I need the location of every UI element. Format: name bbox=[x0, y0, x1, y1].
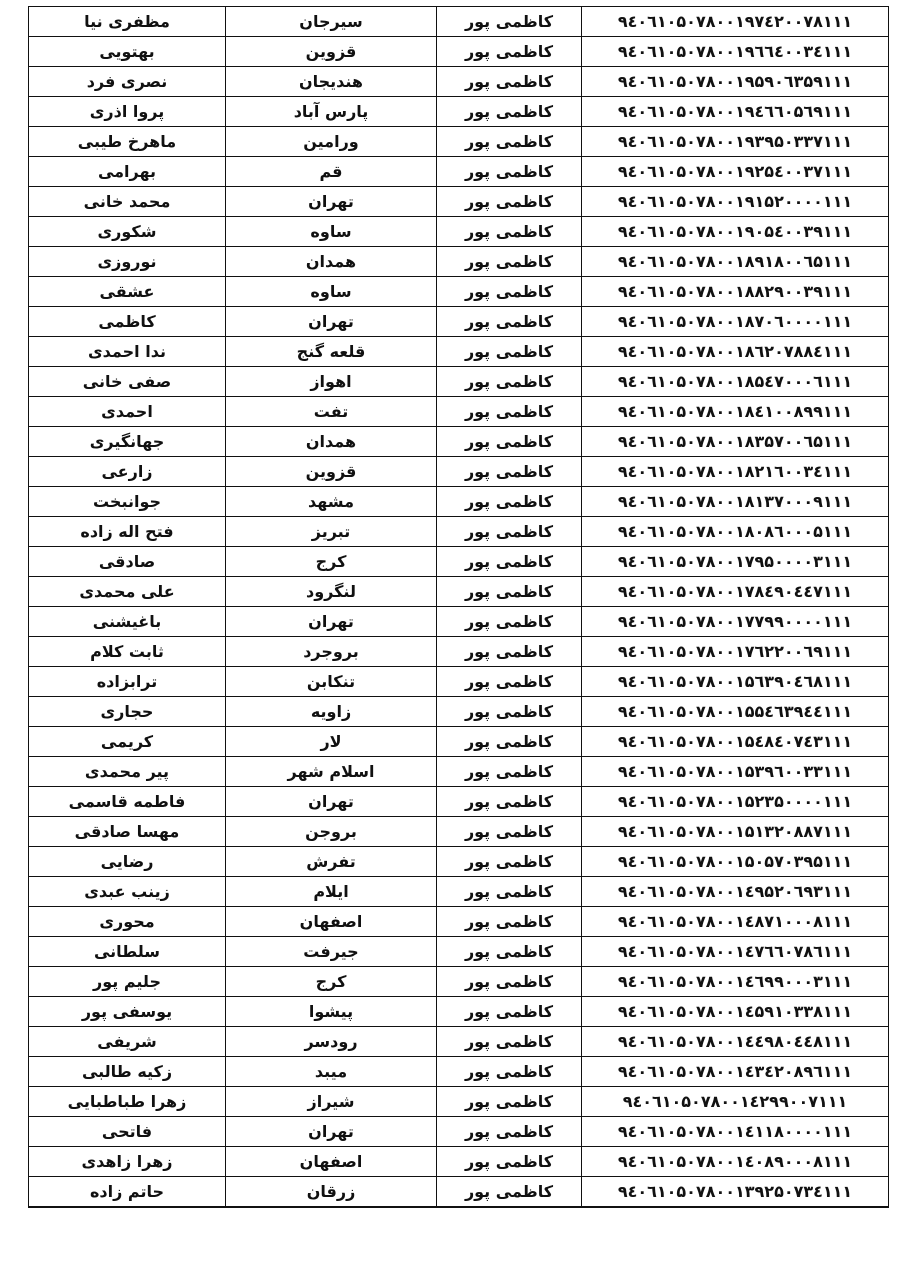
table-row bbox=[29, 1117, 889, 1147]
city-cell: شیراز bbox=[226, 1087, 437, 1117]
account-code-cell: ۹٤۰٦۱۰۵۰۷۸۰۰۱۵۲۳۵۰۰۰۰۱۱۱ bbox=[582, 787, 889, 817]
table-row bbox=[29, 577, 889, 607]
person-name-cell: ترابزاده bbox=[29, 667, 226, 697]
person-name-cell: بهتویی bbox=[29, 37, 226, 67]
city-cell: پارس آباد bbox=[226, 97, 437, 127]
person-name-cell: صفی خانی bbox=[29, 367, 226, 397]
office-cell: کاظمی پور bbox=[437, 397, 582, 427]
office-cell: کاظمی پور bbox=[437, 817, 582, 847]
office-cell: کاظمی پور bbox=[437, 997, 582, 1027]
table-row bbox=[29, 637, 889, 667]
person-name-cell: بهرامی bbox=[29, 157, 226, 187]
account-code-cell: ۹٤۰٦۱۰۵۰۷۸۰۰۱۷۷۹۹۰۰۰۰۱۱۱ bbox=[582, 607, 889, 637]
table-row bbox=[29, 517, 889, 547]
office-cell: کاظمی پور bbox=[437, 97, 582, 127]
person-name-cell: زهرا طباطبایی bbox=[29, 1087, 226, 1117]
table-row bbox=[29, 457, 889, 487]
table-row bbox=[29, 937, 889, 967]
office-cell: کاظمی پور bbox=[437, 937, 582, 967]
city-cell: ساوه bbox=[226, 217, 437, 247]
city-cell: میبد bbox=[226, 1057, 437, 1087]
table-row bbox=[29, 787, 889, 817]
city-cell: قم bbox=[226, 157, 437, 187]
city-cell: ایلام bbox=[226, 877, 437, 907]
person-name-cell: سلطانی bbox=[29, 937, 226, 967]
table-row bbox=[29, 277, 889, 307]
account-code-cell: ۹٤۰٦۱۰۵۰۷۸۰۰۱٤٦۹۹۰۰۰۳۱۱۱ bbox=[582, 967, 889, 997]
office-cell: کاظمی پور bbox=[437, 127, 582, 157]
account-code-cell: ۹٤۰٦۱۰۵۰۷۸۰۰۱۸۷۰٦۰۰۰۰۱۱۱ bbox=[582, 307, 889, 337]
city-cell: پیشوا bbox=[226, 997, 437, 1027]
office-cell: کاظمی پور bbox=[437, 667, 582, 697]
office-cell: کاظمی پور bbox=[437, 217, 582, 247]
city-cell: زاویه bbox=[226, 697, 437, 727]
person-name-cell: فتح اله زاده bbox=[29, 517, 226, 547]
person-name-cell: علی محمدی bbox=[29, 577, 226, 607]
account-code-cell: ۹٤۰٦۱۰۵۰۷۸۰۰۱۸۱۳۷۰۰۰۹۱۱۱ bbox=[582, 487, 889, 517]
account-code-cell: ۹٤۰٦۱۰۵۰۷۸۰۰۱۹٤٦٦۰۵٦۹۱۱۱ bbox=[582, 97, 889, 127]
table-row bbox=[29, 187, 889, 217]
person-name-cell: نوروزی bbox=[29, 247, 226, 277]
person-name-cell: محوری bbox=[29, 907, 226, 937]
person-name-cell: کاظمی bbox=[29, 307, 226, 337]
table-row bbox=[29, 757, 889, 787]
account-code-cell: ۹٤۰٦۱۰۵۰۷۸۰۰۱۹۵۹۰٦۳۵۹۱۱۱ bbox=[582, 67, 889, 97]
person-name-cell: کریمی bbox=[29, 727, 226, 757]
table-row bbox=[29, 1027, 889, 1057]
city-cell: ورامین bbox=[226, 127, 437, 157]
table-row bbox=[29, 217, 889, 247]
account-code-cell: ۹٤۰٦۱۰۵۰۷۸۰۰۱٤۳٤۲۰۸۹٦۱۱۱ bbox=[582, 1057, 889, 1087]
office-cell: کاظمی پور bbox=[437, 427, 582, 457]
table-row bbox=[29, 817, 889, 847]
office-cell: کاظمی پور bbox=[437, 457, 582, 487]
account-code-cell: ۹٤۰٦۱۰۵۰۷۸۰۰۱۸۳۵۷۰۰٦۵۱۱۱ bbox=[582, 427, 889, 457]
office-cell: کاظمی پور bbox=[437, 727, 582, 757]
account-code-cell: ۹٤۰٦۱۰۵۰۷۸۰۰۱۹٦٦٤۰۰۳٤۱۱۱ bbox=[582, 37, 889, 67]
office-cell: کاظمی پور bbox=[437, 967, 582, 997]
office-cell: کاظمی پور bbox=[437, 697, 582, 727]
person-name-cell: فاتحی bbox=[29, 1117, 226, 1147]
table-row bbox=[29, 337, 889, 367]
person-name-cell: زهرا زاهدی bbox=[29, 1147, 226, 1177]
office-cell: کاظمی پور bbox=[437, 877, 582, 907]
table-row bbox=[29, 847, 889, 877]
table-row bbox=[29, 967, 889, 997]
person-name-cell: زینب عبدی bbox=[29, 877, 226, 907]
office-cell: کاظمی پور bbox=[437, 247, 582, 277]
office-cell: کاظمی پور bbox=[437, 847, 582, 877]
table-row bbox=[29, 157, 889, 187]
account-code-cell: ۹٤۰٦۱۰۵۰۷۸۰۰۱۵۱۳۲۰۸۸۷۱۱۱ bbox=[582, 817, 889, 847]
person-name-cell: مهسا صادقی bbox=[29, 817, 226, 847]
city-cell: لار bbox=[226, 727, 437, 757]
table-row bbox=[29, 397, 889, 427]
person-name-cell: ثابت کلام bbox=[29, 637, 226, 667]
city-cell: اهواز bbox=[226, 367, 437, 397]
person-name-cell: شریفی bbox=[29, 1027, 226, 1057]
person-name-cell: باغیشنی bbox=[29, 607, 226, 637]
person-name-cell: حاتم زاده bbox=[29, 1177, 226, 1208]
office-cell: کاظمی پور bbox=[437, 1027, 582, 1057]
person-name-cell: عشقی bbox=[29, 277, 226, 307]
person-name-cell: ندا احمدی bbox=[29, 337, 226, 367]
account-code-cell: ۹٤۰٦۱۰۵۰۷۸۰۰۱۸۸۲۹۰۰۳۹۱۱۱ bbox=[582, 277, 889, 307]
city-cell: کرج bbox=[226, 967, 437, 997]
office-cell: کاظمی پور bbox=[437, 337, 582, 367]
table-row bbox=[29, 907, 889, 937]
account-code-cell: ۹٤۰٦۱۰۵۰۷۸۰۰۱۸۰۸٦۰۰۰۵۱۱۱ bbox=[582, 517, 889, 547]
city-cell: اصفهان bbox=[226, 907, 437, 937]
office-cell: کاظمی پور bbox=[437, 907, 582, 937]
city-cell: لنگرود bbox=[226, 577, 437, 607]
table-row bbox=[29, 487, 889, 517]
table-row bbox=[29, 97, 889, 127]
table-row bbox=[29, 247, 889, 277]
account-code-cell: ۹٤۰٦۱۰۵۰۷۸۰۰۱۹۱۵۲۰۰۰۰۱۱۱ bbox=[582, 187, 889, 217]
table-row bbox=[29, 1057, 889, 1087]
city-cell: تهران bbox=[226, 307, 437, 337]
table-row bbox=[29, 697, 889, 727]
table-row bbox=[29, 367, 889, 397]
city-cell: تفرش bbox=[226, 847, 437, 877]
person-name-cell: حجاری bbox=[29, 697, 226, 727]
office-cell: کاظمی پور bbox=[437, 1057, 582, 1087]
account-code-cell: ۹٤۰٦۱۰۵۰۷۸۰۰۱۵٦۳۹۰٤٦۸۱۱۱ bbox=[582, 667, 889, 697]
person-name-cell: جوانبخت bbox=[29, 487, 226, 517]
account-code-cell: ۹٤۰٦۱۰۵۰۷۸۰۰۱۸٦۲۰۷۸۸٤۱۱۱ bbox=[582, 337, 889, 367]
office-cell: کاظمی پور bbox=[437, 637, 582, 667]
table-row bbox=[29, 307, 889, 337]
office-cell: کاظمی پور bbox=[437, 7, 582, 37]
city-cell: ساوه bbox=[226, 277, 437, 307]
person-name-cell: رضایی bbox=[29, 847, 226, 877]
city-cell: بروجرد bbox=[226, 637, 437, 667]
account-code-cell: ۹٤۰٦۱۰۵۰۷۸۰۰۱۹۲۵٤۰۰۳۷۱۱۱ bbox=[582, 157, 889, 187]
account-code-cell: ۹٤۰٦۱۰۵۰۷۸۰۰۱۵٤۸٤۰۷٤۳۱۱۱ bbox=[582, 727, 889, 757]
office-cell: کاظمی پور bbox=[437, 367, 582, 397]
table-row bbox=[29, 427, 889, 457]
office-cell: کاظمی پور bbox=[437, 1117, 582, 1147]
office-cell: کاظمی پور bbox=[437, 577, 582, 607]
city-cell: قلعه گنج bbox=[226, 337, 437, 367]
document-page bbox=[28, 6, 884, 1208]
city-cell: تفت bbox=[226, 397, 437, 427]
person-name-cell: احمدی bbox=[29, 397, 226, 427]
account-code-cell: ۹٤۰٦۱۰۵۰۷۸۰۰۱٤۷٦٦۰۷۸٦۱۱۱ bbox=[582, 937, 889, 967]
office-cell: کاظمی پور bbox=[437, 757, 582, 787]
account-code-cell: ۹٤۰٦۱۰۵۰۷۸۰۰۱۹۰۵٤۰۰۳۹۱۱۱ bbox=[582, 217, 889, 247]
account-code-cell: ۹٤۰٦۱۰۵۰۷۸۰۰۱۸۲۱٦۰۰۳٤۱۱۱ bbox=[582, 457, 889, 487]
account-code-cell: ۹٤۰٦۱۰۵۰۷۸۰۰۱۹۳۹۵۰۳۳۷۱۱۱ bbox=[582, 127, 889, 157]
city-cell: مشهد bbox=[226, 487, 437, 517]
table-row bbox=[29, 607, 889, 637]
table-row bbox=[29, 1087, 889, 1117]
city-cell: سیرجان bbox=[226, 7, 437, 37]
account-code-cell: ۹٤۰٦۱۰۵۰۷۸۰۰۱۸۵٤۷۰۰۰٦۱۱۱ bbox=[582, 367, 889, 397]
office-cell: کاظمی پور bbox=[437, 187, 582, 217]
person-name-cell: زکیه طالبی bbox=[29, 1057, 226, 1087]
person-name-cell: صادقی bbox=[29, 547, 226, 577]
account-code-cell: ۹٤۰٦۱۰۵۰۷۸۰۰۱٤۲۹۹۰۰۷۱۱۱ bbox=[582, 1087, 889, 1117]
person-name-cell: مظفری نیا bbox=[29, 7, 226, 37]
account-code-cell: ۹٤۰٦۱۰۵۰۷۸۰۰۱٤۸۷۱۰۰۰۸۱۱۱ bbox=[582, 907, 889, 937]
city-cell: تهران bbox=[226, 787, 437, 817]
office-cell: کاظمی پور bbox=[437, 547, 582, 577]
table-row bbox=[29, 127, 889, 157]
records-table bbox=[28, 6, 889, 1208]
city-cell: اصفهان bbox=[226, 1147, 437, 1177]
person-name-cell: جهانگیری bbox=[29, 427, 226, 457]
account-code-cell: ۹٤۰٦۱۰۵۰۷۸۰۰۱۵۳۹٦۰۰۳۳۱۱۱ bbox=[582, 757, 889, 787]
office-cell: کاظمی پور bbox=[437, 1147, 582, 1177]
city-cell: هندیجان bbox=[226, 67, 437, 97]
person-name-cell: شکوری bbox=[29, 217, 226, 247]
city-cell: همدان bbox=[226, 427, 437, 457]
account-code-cell: ۹٤۰٦۱۰۵۰۷۸۰۰۱٤۵۹۱۰۳۳۸۱۱۱ bbox=[582, 997, 889, 1027]
city-cell: قزوین bbox=[226, 37, 437, 67]
city-cell: زرقان bbox=[226, 1177, 437, 1208]
person-name-cell: پروا اذری bbox=[29, 97, 226, 127]
city-cell: همدان bbox=[226, 247, 437, 277]
office-cell: کاظمی پور bbox=[437, 67, 582, 97]
table-row bbox=[29, 877, 889, 907]
person-name-cell: ماهرخ طیبی bbox=[29, 127, 226, 157]
city-cell: کرج bbox=[226, 547, 437, 577]
city-cell: بروجن bbox=[226, 817, 437, 847]
office-cell: کاظمی پور bbox=[437, 517, 582, 547]
table-row bbox=[29, 67, 889, 97]
account-code-cell: ۹٤۰٦۱۰۵۰۷۸۰۰۱٤٤۹۸۰٤٤۸۱۱۱ bbox=[582, 1027, 889, 1057]
records-table-body bbox=[29, 7, 889, 1208]
office-cell: کاظمی پور bbox=[437, 787, 582, 817]
person-name-cell: محمد خانی bbox=[29, 187, 226, 217]
person-name-cell: جلیم پور bbox=[29, 967, 226, 997]
table-row bbox=[29, 37, 889, 67]
office-cell: کاظمی پور bbox=[437, 1087, 582, 1117]
table-row bbox=[29, 7, 889, 37]
office-cell: کاظمی پور bbox=[437, 37, 582, 67]
office-cell: کاظمی پور bbox=[437, 157, 582, 187]
city-cell: رودسر bbox=[226, 1027, 437, 1057]
table-row bbox=[29, 997, 889, 1027]
table-row bbox=[29, 1147, 889, 1177]
table-row bbox=[29, 1177, 889, 1208]
city-cell: تنکابن bbox=[226, 667, 437, 697]
city-cell: تهران bbox=[226, 607, 437, 637]
account-code-cell: ۹٤۰٦۱۰۵۰۷۸۰۰۱۳۹۲۵۰۷۳٤۱۱۱ bbox=[582, 1177, 889, 1208]
city-cell: اسلام شهر bbox=[226, 757, 437, 787]
city-cell: تهران bbox=[226, 187, 437, 217]
person-name-cell: نصری فرد bbox=[29, 67, 226, 97]
account-code-cell: ۹٤۰٦۱۰۵۰۷۸۰۰۱۷٦۲۲۰۰٦۹۱۱۱ bbox=[582, 637, 889, 667]
account-code-cell: ۹٤۰٦۱۰۵۰۷۸۰۰۱٤۱۱۸۰۰۰۰۱۱۱ bbox=[582, 1117, 889, 1147]
person-name-cell: پیر محمدی bbox=[29, 757, 226, 787]
account-code-cell: ۹٤۰٦۱۰۵۰۷۸۰۰۱۸٤۱۰۰۸۹۹۱۱۱ bbox=[582, 397, 889, 427]
office-cell: کاظمی پور bbox=[437, 1177, 582, 1208]
table-row bbox=[29, 727, 889, 757]
city-cell: جیرفت bbox=[226, 937, 437, 967]
account-code-cell: ۹٤۰٦۱۰۵۰۷۸۰۰۱۵۰۵۷۰۳۹۵۱۱۱ bbox=[582, 847, 889, 877]
office-cell: کاظمی پور bbox=[437, 277, 582, 307]
person-name-cell: یوسفی پور bbox=[29, 997, 226, 1027]
account-code-cell: ۹٤۰٦۱۰۵۰۷۸۰۰۱۸۹۱۸۰۰٦۵۱۱۱ bbox=[582, 247, 889, 277]
account-code-cell: ۹٤۰٦۱۰۵۰۷۸۰۰۱۷۹۵۰۰۰۰۳۱۱۱ bbox=[582, 547, 889, 577]
office-cell: کاظمی پور bbox=[437, 487, 582, 517]
table-row bbox=[29, 667, 889, 697]
office-cell: کاظمی پور bbox=[437, 307, 582, 337]
office-cell: کاظمی پور bbox=[437, 607, 582, 637]
city-cell: قزوین bbox=[226, 457, 437, 487]
table-row bbox=[29, 547, 889, 577]
account-code-cell: ۹٤۰٦۱۰۵۰۷۸۰۰۱۷۸٤۹۰٤٤۷۱۱۱ bbox=[582, 577, 889, 607]
person-name-cell: فاطمه قاسمی bbox=[29, 787, 226, 817]
account-code-cell: ۹٤۰٦۱۰۵۰۷۸۰۰۱۵۵٤٦۳۹٤٤۱۱۱ bbox=[582, 697, 889, 727]
account-code-cell: ۹٤۰٦۱۰۵۰۷۸۰۰۱٤۰۸۹۰۰۰۸۱۱۱ bbox=[582, 1147, 889, 1177]
city-cell: تبریز bbox=[226, 517, 437, 547]
person-name-cell: زارعی bbox=[29, 457, 226, 487]
account-code-cell: ۹٤۰٦۱۰۵۰۷۸۰۰۱۹۷٤۲۰۰۷۸۱۱۱ bbox=[582, 7, 889, 37]
account-code-cell: ۹٤۰٦۱۰۵۰۷۸۰۰۱٤۹۵۲۰٦۹۳۱۱۱ bbox=[582, 877, 889, 907]
city-cell: تهران bbox=[226, 1117, 437, 1147]
